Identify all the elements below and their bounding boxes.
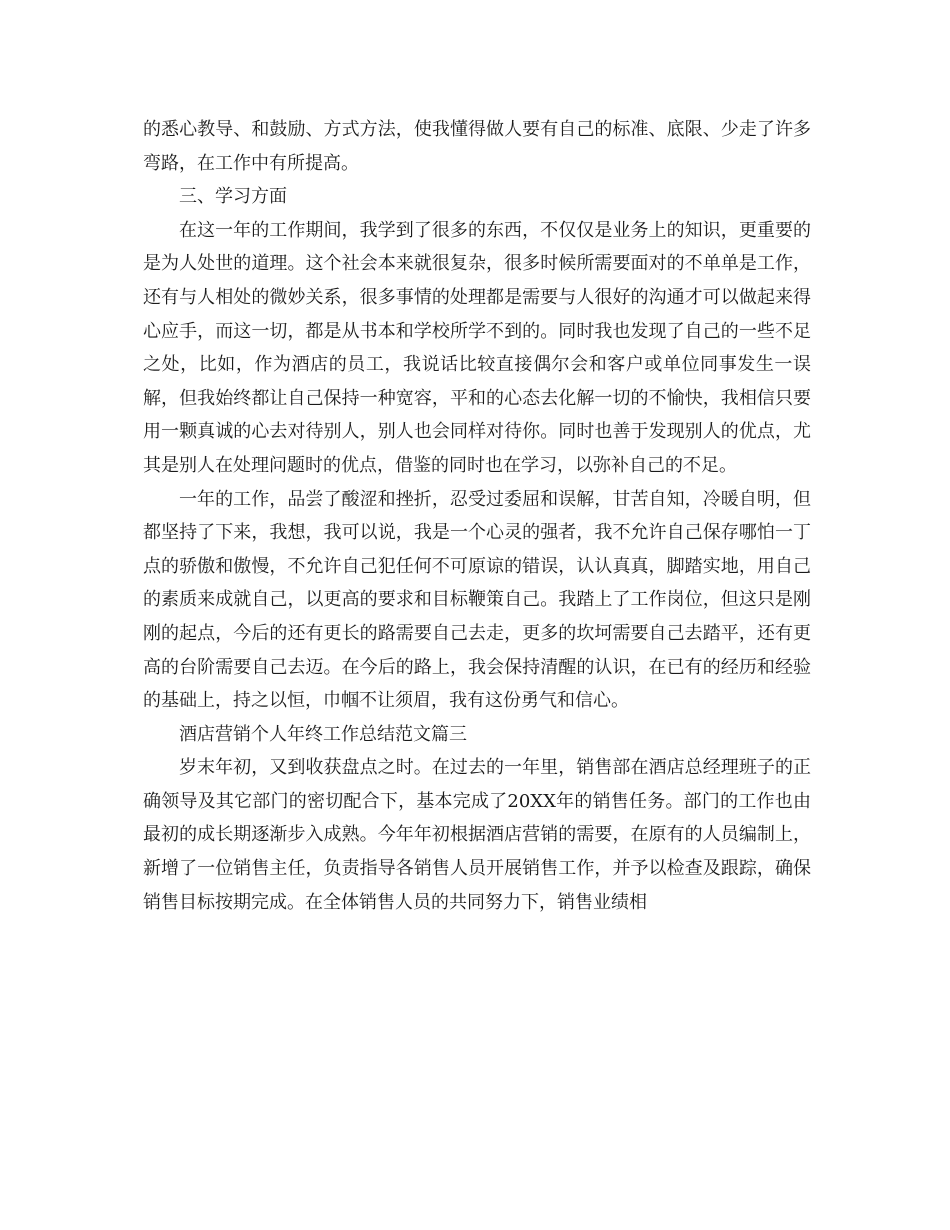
paragraph-continuation: 的悉心教导、和鼓励、方式方法，使我懂得做人要有自己的标准、底限、少走了许多弯路，在工作中有所提高。 [143, 119, 811, 174]
paragraph-study: 在这一年的工作期间，我学到了很多的东西，不仅仅是业务上的知识，更重要的是为人处世的道理。这个社会本来就很复杂，很多时候所需要面对的不单单是工作，还有与人相处的微妙关系，很多事情的处理都是需要与人很好的沟通才可以做起来得心应手，而这一切，都是从书本和学校所学不到的。同时我也发现了自己的一些不足之处，比如，作为酒店的员工，我说话比较直接偶尔会和客户或单位同事发生一误解，但我始终都让自己保持一种宽容，平和的心态去化解一切的不愉快，我相信只要用一颗真诚的心去对待别人，别人也会同样对待你。同时也善于发现别人的优点，尤其是别人在处理问题时的优点，借鉴的同时也在学习，以弥补自己的不足。 [143, 219, 811, 476]
document-body [143, 113, 811, 919]
paragraph-reflection: 一年的工作，品尝了酸涩和挫折，忍受过委屈和误解，甘苦自知，冷暖自明，但都坚持了下来，我想，我可以说，我是一个心灵的强者，我不允许自己保存哪怕一丁点的骄傲和傲慢，不允许自己犯任何不可原谅的错误，认认真真，脚踏实地，用自己的素质来成就自己，以更高的要求和目标鞭策自己。我踏上了工作岗位，但这只是刚刚的起点，今后的还有更长的路需要自己去走，更多的坎坷需要自己去踏平，还有更高的台阶需要自己去迈。在今后的路上，我会保持清醒的认识，在已有的经历和经验的基础上，持之以恒，巾帼不让须眉，我有这份勇气和信心。 [143, 488, 811, 712]
paragraph-year-end: 岁末年初，又到收获盘点之时。在过去的一年里，销售部在酒店总经理班子的正确领导及其它部门的密切配合下，基本完成了20XX年的销售任务。部门的工作也由最初的成长期逐渐步入成熟。今年年初根据酒店营销的需要，在原有的人员编制上，新增了一位销售主任，负责指导各销售人员开展销售工作，并予以检查及跟踪，确保销售目标按期完成。在全体销售人员的共同努力下，销售业绩相 [143, 757, 811, 913]
article-title-part-three: 酒店营销个人年终工作总结范文篇三 [179, 723, 467, 745]
section-heading-study: 三、学习方面 [179, 186, 287, 208]
